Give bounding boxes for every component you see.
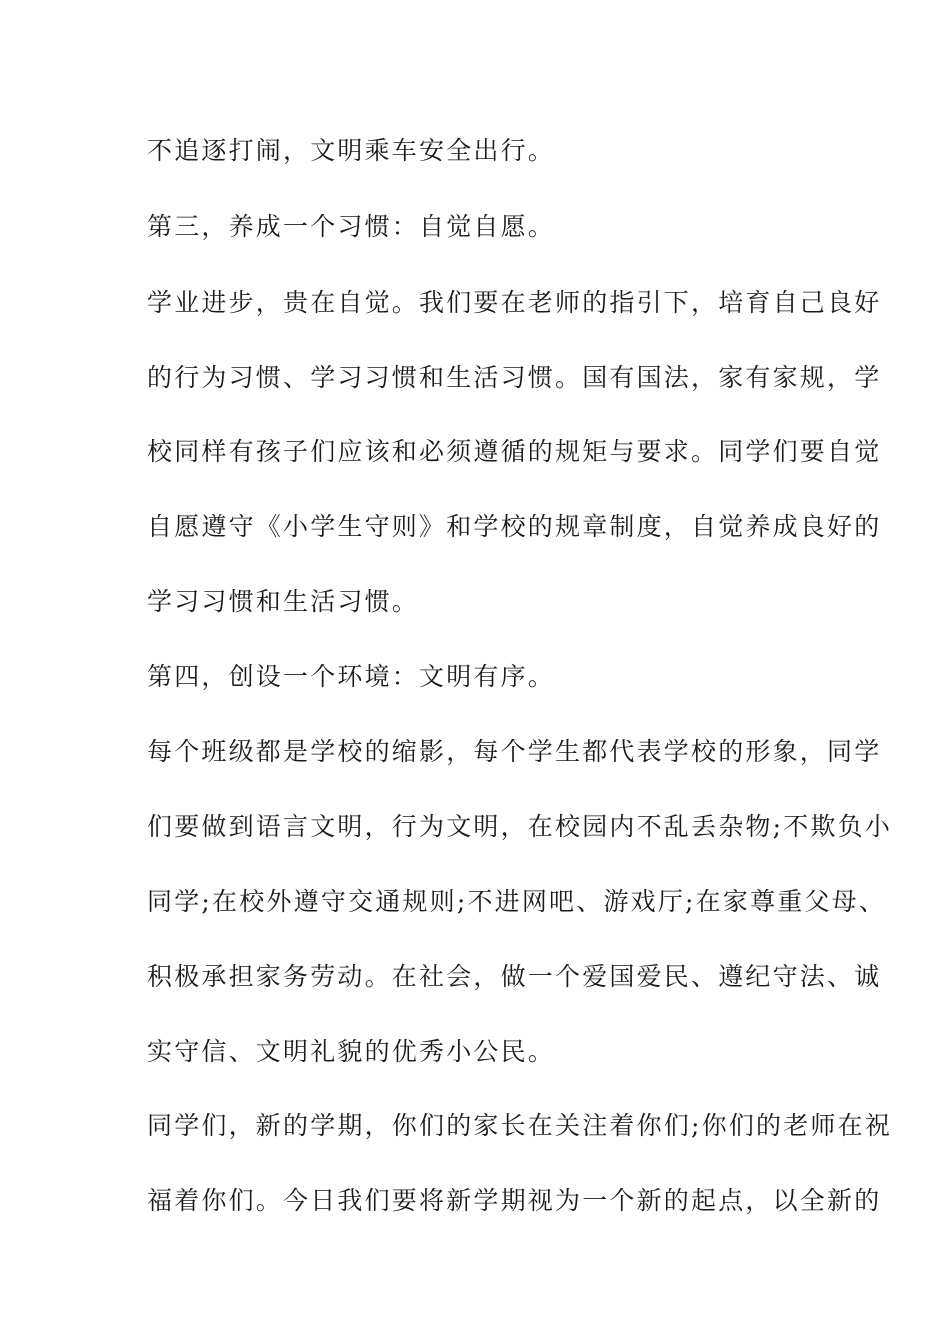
text-line: 们要做到语言文明，行为文明，在校园内不乱丢杂物;不欺负小 bbox=[147, 812, 893, 841]
text-line: 同学;在校外遵守交通规则;不进网吧、游戏厅;在家尊重父母、 bbox=[147, 887, 887, 916]
text-line: 学业进步，贵在自觉。我们要在老师的指引下，培育自己良好 bbox=[147, 288, 882, 317]
text-line: 同学们，新的学期，你们的家长在关注着你们;你们的老师在祝 bbox=[147, 1111, 893, 1140]
text-line: 实守信、文明礼貌的优秀小公民。 bbox=[147, 1037, 556, 1066]
text-line: 不追逐打闹，文明乘车安全出行。 bbox=[147, 136, 556, 165]
text-line: 每个班级都是学校的缩影，每个学生都代表学校的形象，同学 bbox=[147, 737, 882, 766]
section-heading: 第四，创设一个环境：文明有序。 bbox=[147, 662, 556, 691]
section-heading: 第三，养成一个习惯：自觉自愿。 bbox=[147, 212, 556, 241]
text-line: 福着你们。今日我们要将新学期视为一个新的起点，以全新的 bbox=[147, 1186, 882, 1215]
text-line: 的行为习惯、学习习惯和生活习惯。国有国法，家有家规，学 bbox=[147, 363, 882, 392]
text-line: 积极承担家务劳动。在社会，做一个爱国爱民、遵纪守法、诚 bbox=[147, 962, 882, 991]
text-line: 校同样有孩子们应该和必须遵循的规矩与要求。同学们要自觉 bbox=[147, 437, 882, 466]
text-line: 学习习惯和生活习惯。 bbox=[147, 587, 420, 616]
text-line: 自愿遵守《小学生守则》和学校的规章制度，自觉养成良好的 bbox=[147, 512, 882, 541]
